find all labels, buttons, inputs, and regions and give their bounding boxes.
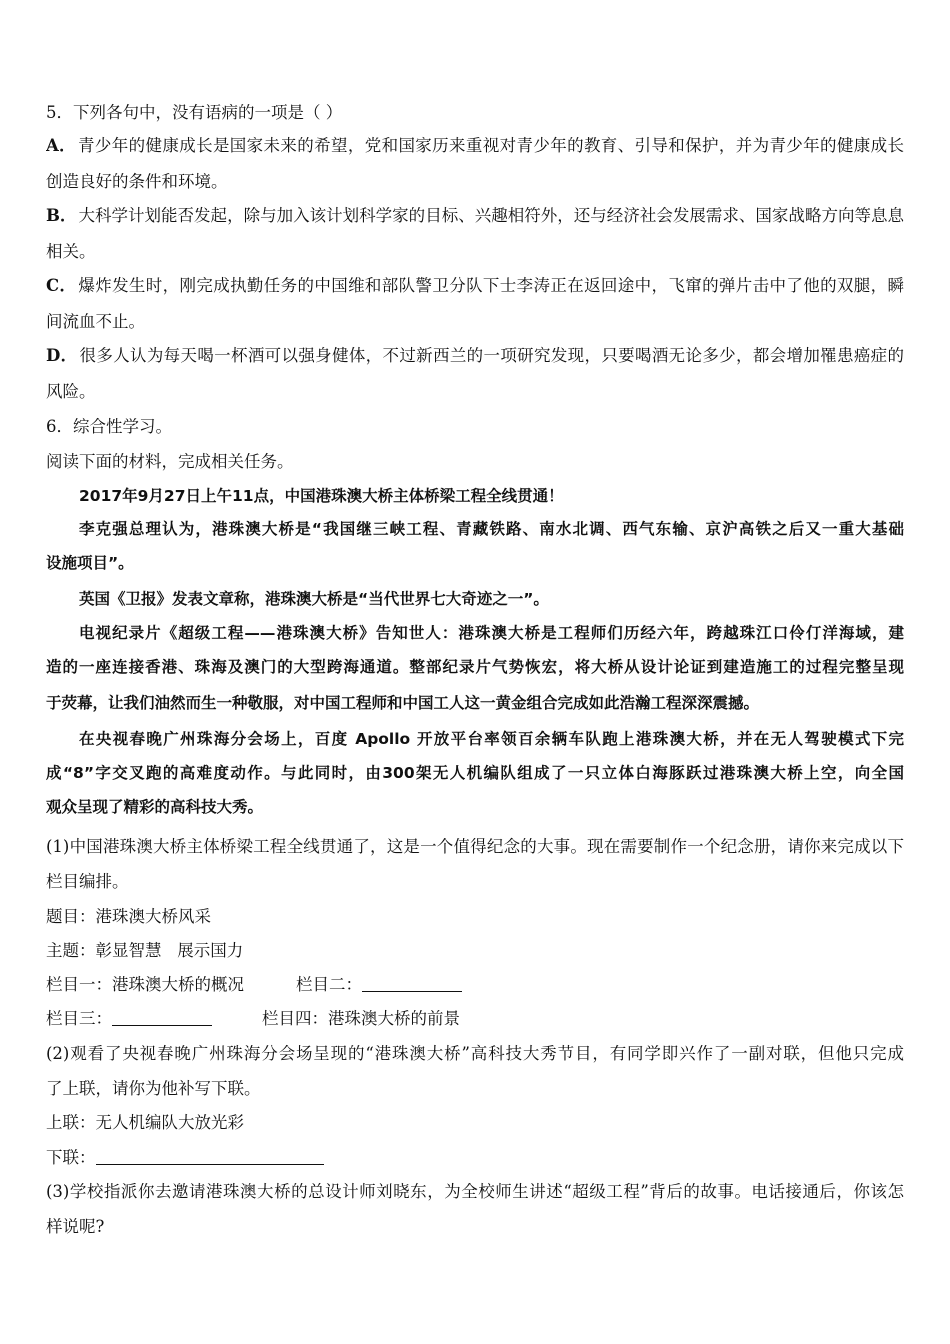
column-two-blank[interactable] xyxy=(362,975,462,992)
material-paragraph-4-line1: 电视纪录片《超级工程——港珠澳大桥》告知世人：港珠澳大桥是工程师们历经六年，跨越珠江口伶仃洋海域，建 xyxy=(79,624,904,642)
q6-stem: 6．综合性学习。 xyxy=(46,417,172,436)
material-paragraph-5-line3: 观众呈现了精彩的高科技大秀。 xyxy=(46,798,264,816)
option-text: 大科学计划能否发起，除与加入该计划科学家的目标、兴趣相符外，还与经济社会发展需求、国家战略方向等息息 xyxy=(78,206,904,225)
material-paragraph-4-line2: 造的一座连接香港、珠海及澳门的大型跨海通道。整部纪录片气势恢宏，将大桥从设计论证到建造施工的过程完整呈现 xyxy=(46,658,904,676)
sub3-line1: (3)学校指派你去邀请港珠澳大桥的总设计师刘晓东，为全校师生讲述“超级工程”背后的故事。电话接通后，你该怎 xyxy=(46,1182,904,1201)
q5-option-d-line1 xyxy=(46,345,904,367)
column-three-label: 栏目三： xyxy=(46,1009,112,1028)
material-paragraph-2-line2: 设施项目”。 xyxy=(46,554,134,572)
sub3-line2: 样说呢? xyxy=(46,1217,105,1236)
material-paragraph-5-line2: 成“8”字交叉跑的高难度动作。与此同时，由300架无人机编队组成了一只立体白海豚跃过港珠澳大桥上空，向全国 xyxy=(46,764,904,782)
q5-option-b-line2: 相关。 xyxy=(46,242,96,261)
column-three-blank[interactable] xyxy=(112,1009,212,1026)
sub2-line2: 了上联，请你为他补写下联。 xyxy=(46,1079,261,1098)
material-paragraph-2-line1: 李克强总理认为，港珠澳大桥是“我国继三峡工程、青藏铁路、南水北调、西气东输、京沪高铁之后又一重大基础 xyxy=(79,520,904,538)
lower-couplet-label: 下联： xyxy=(46,1148,96,1167)
option-letter: A． xyxy=(46,136,77,155)
option-letter: B． xyxy=(46,206,77,225)
sub1-title: 题目：港珠澳大桥风采 xyxy=(46,907,211,926)
sub1-line1: (1)中国港珠澳大桥主体桥梁工程全线贯通了，这是一个值得纪念的大事。现在需要制作一个纪念册，请你来完成以下 xyxy=(46,837,904,856)
sub1-columns-row2 xyxy=(46,1008,904,1030)
sub2-lower-couplet xyxy=(46,1147,904,1169)
option-letter: C． xyxy=(46,276,77,295)
sub1-theme: 主题：彰显智慧 展示国力 xyxy=(46,941,244,960)
option-letter: D． xyxy=(46,346,78,365)
option-text: 很多人认为每天喝一杯酒可以强身健体，不过新西兰的一项研究发现，只要喝酒无论多少，都会增加罹患癌症的 xyxy=(79,346,904,365)
column-four: 栏目四：港珠澳大桥的前景 xyxy=(262,1009,460,1028)
q5-option-d-line2: 风险。 xyxy=(46,382,96,401)
material-paragraph-1: 2017年9月27日上午11点，中国港珠澳大桥主体桥梁工程全线贯通！ xyxy=(79,487,564,505)
material-paragraph-5-line1: 在央视春晚广州珠海分会场上，百度 Apollo 开放平台率领百余辆车队跑上港珠澳大桥，并在无人驾驶模式下完 xyxy=(79,730,904,748)
material-paragraph-3: 英国《卫报》发表文章称，港珠澳大桥是“当代世界七大奇迹之一”。 xyxy=(79,590,549,608)
column-two-label: 栏目二： xyxy=(296,975,362,994)
sub2-upper-couplet: 上联：无人机编队大放光彩 xyxy=(46,1113,244,1132)
column-one: 栏目一：港珠澳大桥的概况 xyxy=(46,975,244,994)
lower-couplet-blank[interactable] xyxy=(96,1148,324,1165)
option-text: 爆炸发生时，刚完成执勤任务的中国维和部队警卫分队下士李涛正在返回途中，飞窜的弹片击中了他的双腿，瞬 xyxy=(78,276,904,295)
q5-option-c-line1 xyxy=(46,275,904,297)
option-text: 青少年的健康成长是国家未来的希望，党和国家历来重视对青少年的教育、引导和保护，并为青少年的健康成长 xyxy=(78,136,904,155)
sub2-line1: (2)观看了央视春晚广州珠海分会场呈现的“港珠澳大桥”高科技大秀节目，有同学即兴作了一副对联，但他只完成 xyxy=(46,1044,904,1063)
q5-stem: 5．下列各句中，没有语病的一项是（ ） xyxy=(46,103,343,122)
material-paragraph-4-line3: 于荧幕，让我们油然而生一种敬服，对中国工程师和中国工人这一黄金组合完成如此浩瀚工程深深震撼。 xyxy=(46,694,760,712)
q6-instruction: 阅读下面的材料，完成相关任务。 xyxy=(46,452,294,471)
q5-option-c-line2: 间流血不止。 xyxy=(46,312,145,331)
q5-option-b-line1 xyxy=(46,205,904,227)
q5-option-a-line1 xyxy=(46,135,904,157)
sub1-line2: 栏目编排。 xyxy=(46,872,129,891)
q5-option-a-line2: 创造良好的条件和环境。 xyxy=(46,172,228,191)
sub1-columns-row1 xyxy=(46,974,904,996)
